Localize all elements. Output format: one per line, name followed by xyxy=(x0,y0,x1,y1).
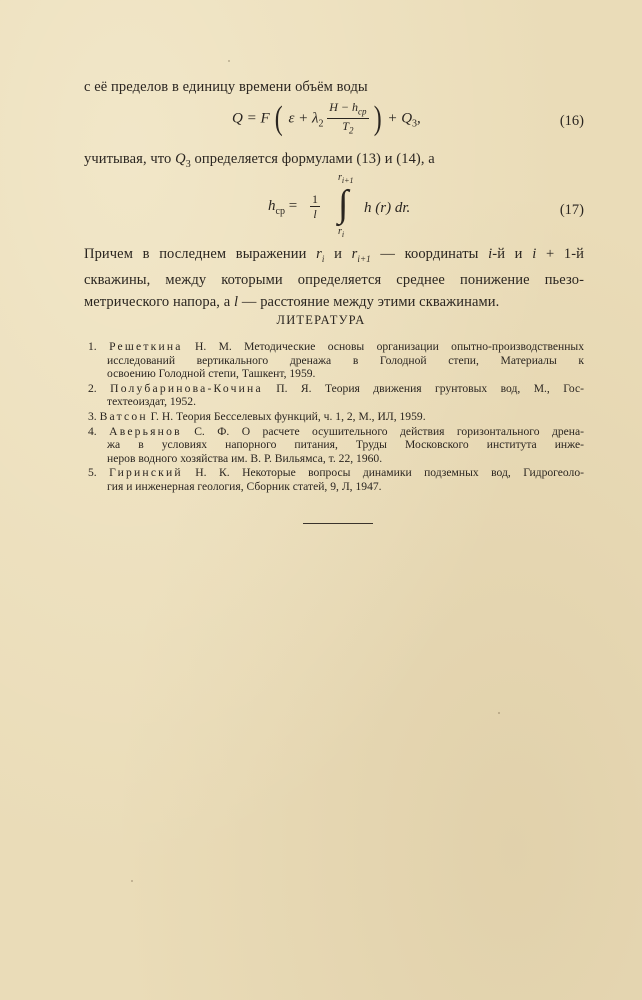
eq16-fraction xyxy=(327,100,368,138)
p3-text-d: + 1-й xyxy=(536,246,585,262)
eq16-left-paren: ( xyxy=(275,99,284,137)
reference-4-first-line xyxy=(88,425,584,439)
reference-author: Ватсон xyxy=(99,409,148,423)
paragraph-given-q-sub: 3 xyxy=(185,158,191,170)
paragraph-explanation-line-2: скважины, между которыми определяется среднее понижение пьезо- xyxy=(84,272,584,289)
reference-5-first-line xyxy=(88,466,584,480)
reference-author: Полубаринова-Кочина xyxy=(110,381,263,395)
reference-continuation: освоению Голодной степи, Ташкент, 1959. xyxy=(107,367,316,381)
eq16-frac-num xyxy=(327,100,368,119)
reference-text: Н. К. Некоторые вопросы динамики подземных вод, Гидрогеоло- xyxy=(182,466,584,480)
eq16-frac-num-text: H − h xyxy=(329,100,358,114)
p3-ri1: r xyxy=(351,246,358,262)
reference-item xyxy=(88,382,584,409)
p3-ri: r xyxy=(316,246,322,262)
reference-item xyxy=(88,425,584,466)
eq17-lower-limit xyxy=(338,226,344,239)
p3-text-b: — координаты xyxy=(370,246,489,262)
paper-speck xyxy=(228,60,230,62)
reference-1-first-line xyxy=(88,340,584,354)
reference-continuation: жа в условиях напорного питания, Труды Московского института инже- xyxy=(107,438,584,452)
eq16-frac-den-text: T xyxy=(342,119,349,134)
eq17-upper: r xyxy=(338,172,342,183)
eq16-rhs-sub: 3 xyxy=(412,118,418,130)
p3-line3-a: метрического напора, а xyxy=(84,293,234,310)
paragraph-given-q: Q xyxy=(175,151,186,167)
eq17-upper-sub: i+1 xyxy=(341,176,354,185)
eq17-lower: r xyxy=(338,226,342,237)
reference-number: 4. xyxy=(88,424,97,438)
eq17-integrand: h (r) dr. xyxy=(364,200,411,216)
reference-3-first-line xyxy=(88,410,584,424)
end-divider xyxy=(303,523,373,524)
paper-speck xyxy=(498,712,500,714)
references-list xyxy=(88,340,584,495)
eq16-right-paren: ) xyxy=(373,99,382,137)
eq16-lhs: Q = F xyxy=(232,110,270,127)
eq17-frac-num: 1 xyxy=(312,192,318,206)
p3-and: и xyxy=(324,246,352,262)
eq17-lhs-group xyxy=(268,198,297,217)
p3-line3-b: — расстояние между этими скважинами. xyxy=(238,293,500,310)
eq16-frac-den xyxy=(327,119,368,137)
reference-continuation: исследований вертикального дренажа в Голодной степи, Материалы к xyxy=(107,353,584,367)
eq17-frac-den: l xyxy=(313,207,317,221)
reference-2-first-line xyxy=(88,382,584,396)
reference-author: Аверьянов xyxy=(109,424,182,438)
p3-ri-sub: i xyxy=(321,253,325,264)
reference-text: П. Я. Теория движения грунтовых вод, М., Гос- xyxy=(262,381,584,395)
reference-text: Н. М. Методические основы организации опытно-производственных xyxy=(182,340,584,353)
eq17-integral-sign: ∫ xyxy=(338,183,349,225)
p3-i2: i xyxy=(532,246,537,262)
reference-text: С. Ф. О расчете осушительного действия горизонтального дрена- xyxy=(181,424,584,438)
paragraph-explanation xyxy=(84,244,584,313)
paragraph-given-before: учитывая, что xyxy=(84,151,176,167)
reference-number: 1. xyxy=(88,340,97,353)
eq16-frac-num-sub: ср xyxy=(358,106,367,117)
eq16-lambda-sub: 2 xyxy=(318,118,324,130)
paper-speck xyxy=(131,880,133,882)
p3-text-c: -й и xyxy=(492,246,533,262)
paragraph-intro xyxy=(84,77,584,99)
eq16-frac-den-sub: 2 xyxy=(348,125,354,136)
reference-continuation: гия и инженерная геология, Сборник статей, 9, Л, 1947. xyxy=(107,479,382,493)
p3-l: l xyxy=(234,293,239,310)
reference-item xyxy=(88,340,584,381)
paragraph-explanation-line-1 xyxy=(84,244,584,270)
reference-number: 2. xyxy=(88,381,97,395)
paragraph-intro-text: с её пределов в единицу времени объём воды xyxy=(84,79,368,95)
equation-17-number: (17) xyxy=(559,202,584,218)
reference-continuation: неров водного хозяйства им. В. Р. Вильямса, т. 22, 1960. xyxy=(107,451,383,465)
reference-text: Г. Н. Теория Бесселевых функций, ч. 1, 2, М., ИЛ, 1959. xyxy=(147,409,426,423)
reference-item xyxy=(88,466,584,493)
reference-number: 5. xyxy=(88,466,97,480)
reference-number: 3. xyxy=(88,409,97,423)
p3-i: i xyxy=(488,246,493,262)
eq17-lhs-sub: ср xyxy=(275,206,285,217)
eq17-fraction xyxy=(310,192,320,221)
reference-author: Решеткина xyxy=(109,340,183,353)
reference-author: Гиринский xyxy=(109,466,183,480)
paragraph-given-after: определяется формулами (13) и (14), а xyxy=(190,151,435,167)
p3-text-a: Причем в последнем выражении xyxy=(84,246,317,262)
references-heading: ЛИТЕРАТУРА xyxy=(276,313,366,327)
eq17-eq: = xyxy=(284,198,298,214)
eq17-lower-sub: i xyxy=(341,230,345,239)
paragraph-explanation-line-3 xyxy=(84,292,584,314)
eq16-rhs: + Q xyxy=(387,110,413,127)
reference-continuation: техтеоиздат, 1952. xyxy=(107,395,196,409)
equation-17 xyxy=(268,172,428,242)
reference-item xyxy=(88,410,584,424)
eq16-eps-lambda: ε + λ xyxy=(288,110,319,127)
eq17-lhs: h xyxy=(268,198,276,214)
p3-ri1-sub: i+1 xyxy=(357,253,371,264)
equation-16-number: (16) xyxy=(559,113,584,129)
eq16-tail: , xyxy=(417,110,421,127)
equation-16 xyxy=(232,100,452,144)
